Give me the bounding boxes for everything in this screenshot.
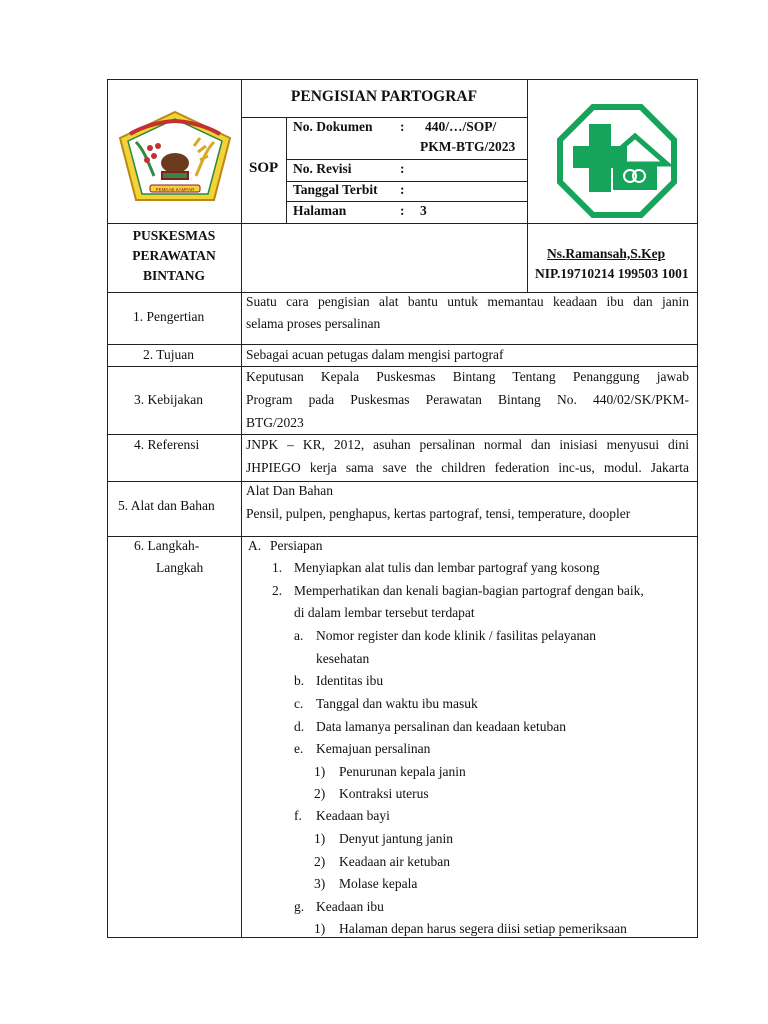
puskesmas-logo — [557, 104, 677, 218]
signatory-nip: NIP.19710214 199503 1001 — [535, 266, 689, 281]
meta-colon-no-dokumen: : — [400, 119, 405, 134]
institution-line-1: PUSKESMAS — [132, 228, 216, 243]
meta-value-halaman: 3 — [420, 203, 427, 218]
step-marker: 1. — [272, 560, 283, 575]
step-text: Menyiapkan alat tulis dan lembar partograf yang kosong — [294, 560, 600, 575]
step-marker: 2) — [314, 854, 326, 869]
meta-label-tanggal-terbit: Tanggal Terbit — [293, 182, 378, 197]
step-marker: f. — [294, 808, 302, 823]
row-divider-institution — [107, 292, 697, 293]
step-text: Kontraksi uterus — [339, 786, 429, 801]
table-border-right — [697, 79, 698, 938]
meta-colon-no-revisi: : — [400, 161, 405, 176]
step-text: Persiapan — [270, 538, 323, 553]
step-marker: c. — [294, 696, 304, 711]
meta-colon-halaman: : — [400, 203, 405, 218]
step-text: Identitas ibu — [316, 673, 384, 688]
step-text: Kemajuan persalinan — [316, 741, 431, 756]
row-label-pengertian: 1. Pengertian — [133, 309, 205, 324]
pengertian-line-1: Suatu cara pengisian alat bantu untuk memantau keadaan ibu dan janin — [246, 294, 689, 309]
referensi-line-1: JNPK – KR, 2012, asuhan persalinan normal dan inisiasi menyusui dini — [246, 437, 689, 452]
signatory-name: Ns.Ramansah,S.Kep — [547, 246, 666, 261]
step-text: Memperhatikan dan kenali bagian-bagian partograf dengan baik, — [294, 583, 644, 598]
title-underline — [241, 117, 527, 118]
step-marker: g. — [294, 899, 305, 914]
table-border-left — [107, 79, 108, 938]
district-emblem-logo — [114, 108, 236, 204]
kebijakan-line-2: Program pada Puskesmas Perawatan Bintang No. 440/02/SK/PKM- — [246, 392, 689, 407]
step-marker: A. — [248, 538, 262, 553]
step-text: Nomor register dan kode klinik / fasilitas pelayanan — [316, 628, 597, 643]
step-marker: 3) — [314, 876, 326, 891]
meta-colon-tanggal-terbit: : — [400, 182, 405, 197]
alat-line-1: Alat Dan Bahan — [246, 483, 333, 498]
row-label-referensi: 4. Referensi — [134, 437, 200, 452]
row-label-kebijakan: 3. Kebijakan — [134, 392, 203, 407]
table-border-bottom — [107, 937, 697, 938]
pengertian-line-2: selama proses persalinan — [246, 316, 381, 331]
row-divider-referensi — [107, 481, 697, 482]
meta-label-no-dokumen: No. Dokumen — [293, 119, 373, 134]
step-text: Keadaan air ketuban — [339, 854, 450, 869]
row-divider-tujuan — [107, 366, 697, 367]
step-text: Halaman depan harus segera diisi setiap pemeriksaan — [339, 921, 627, 936]
table-border-top — [107, 79, 697, 80]
row-label-langkah-1: 6. Langkah- — [134, 538, 200, 553]
row-divider-pengertian — [107, 344, 697, 345]
step-marker: 1) — [314, 764, 326, 779]
signature-column-divider — [527, 79, 528, 293]
meta-value-no-dokumen: 440/…/SOP/ — [425, 119, 497, 134]
row-divider-alat — [107, 536, 697, 537]
step-marker: 2) — [314, 786, 326, 801]
step-text: Tanggal dan waktu ibu masuk — [316, 696, 478, 711]
row-label-langkah-2: Langkah — [156, 560, 204, 575]
step-marker: 2. — [272, 583, 283, 598]
emblem-banner-text: PEMKAB KAMPAR — [155, 186, 195, 192]
meta-divider-3 — [286, 201, 527, 202]
step-marker: a. — [294, 628, 304, 643]
institution-line-3: BINTANG — [142, 268, 205, 283]
step-marker: 1) — [314, 921, 326, 936]
row-divider-kebijakan — [107, 434, 697, 435]
row-divider-header — [107, 223, 697, 224]
row-label-alat-dan-bahan: 5. Alat dan Bahan — [118, 498, 215, 513]
institution-line-2: PERAWATAN — [132, 248, 216, 263]
step-text: Keadaan ibu — [316, 899, 384, 914]
row-label-tujuan: 2. Tujuan — [143, 347, 195, 362]
kebijakan-line-3: BTG/2023 — [246, 415, 304, 430]
step-text: Data lamanya persalinan dan keadaan ketuban — [316, 719, 567, 734]
step-marker: e. — [294, 741, 304, 756]
step-marker: d. — [294, 719, 305, 734]
step-text: Molase kepala — [339, 876, 418, 891]
meta-label-no-revisi: No. Revisi — [293, 161, 352, 176]
meta-label-halaman: Halaman — [293, 203, 347, 218]
label-column-divider — [241, 79, 242, 938]
step-text: Keadaan bayi — [316, 808, 390, 823]
tujuan-line-1: Sebagai acuan petugas dalam mengisi partograf — [246, 347, 504, 362]
step-text: kesehatan — [316, 651, 370, 666]
step-text: Denyut jantung janin — [339, 831, 453, 846]
document-title: PENGISIAN PARTOGRAF — [290, 88, 478, 105]
meta-value-no-dokumen-line2: PKM-BTG/2023 — [420, 139, 516, 154]
referensi-line-2: JHPIEGO kerja sama save the children federation inc-us, modul. Jakarta — [246, 460, 689, 475]
sop-column-divider — [286, 117, 287, 223]
step-marker: b. — [294, 673, 305, 688]
alat-line-2: Pensil, pulpen, penghapus, kertas partograf, tensi, temperature, doopler — [246, 506, 631, 521]
sop-label: SOP — [249, 160, 279, 176]
step-text: di dalam lembar tersebut terdapat — [294, 605, 475, 620]
step-text: Penurunan kepala janin — [339, 764, 466, 779]
meta-divider-1 — [286, 159, 527, 160]
step-marker: 1) — [314, 831, 326, 846]
kebijakan-line-1: Keputusan Kepala Puskesmas Bintang Tentang Penanggung jawab — [246, 369, 689, 384]
